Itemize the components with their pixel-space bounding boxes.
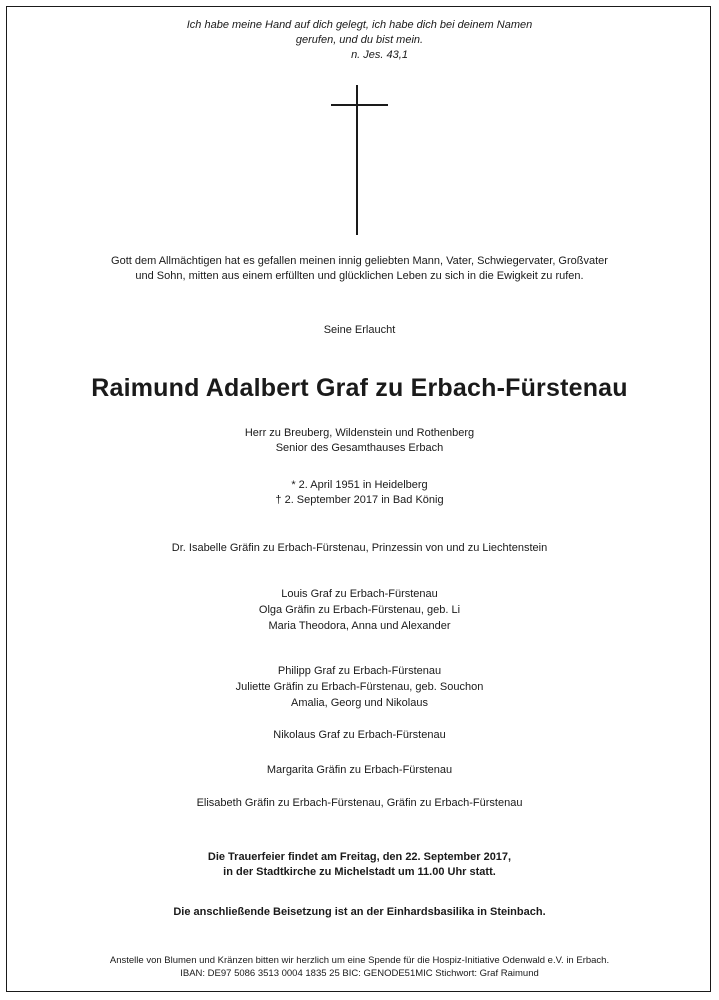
title-line-1: Herr zu Breuberg, Wildenstein und Rothenberg — [244, 427, 475, 439]
donation-note — [0, 954, 719, 980]
intro-text — [0, 254, 719, 284]
deceased-name: Raimund Adalbert Graf zu Erbach-Fürstenau — [91, 374, 628, 402]
noble-titles — [0, 426, 719, 456]
burial-announcement: Die anschließende Beisetzung ist an der Einhardsbasilika in Steinbach. — [173, 906, 546, 918]
family-group-3: Nikolaus Graf zu Erbach-Fürstenau — [273, 729, 446, 741]
family-group-5: Elisabeth Gräfin zu Erbach-Fürstenau, Gräfin zu Erbach-Fürstenau — [196, 797, 523, 809]
family-group-4: Margarita Gräfin zu Erbach-Fürstenau — [266, 764, 453, 776]
cross-vertical-bar — [356, 85, 358, 235]
cross-horizontal-bar — [331, 104, 388, 106]
family-member: Juliette Gräfin zu Erbach-Fürstenau, geb. Souchon — [235, 681, 484, 693]
bible-verse — [0, 18, 719, 63]
family-member: Louis Graf zu Erbach-Fürstenau — [281, 588, 438, 600]
funeral-line-1: Die Trauerfeier findet am Freitag, den 22. September 2017, — [207, 851, 512, 863]
death-date: † 2. September 2017 in Bad König — [275, 494, 444, 506]
family-member: Amalia, Georg und Nikolaus — [291, 697, 428, 709]
verse-line-1: Ich habe meine Hand auf dich gelegt, ich habe dich bei deinem Namen — [186, 19, 533, 31]
honorific: Seine Erlaucht — [323, 324, 396, 336]
title-line-2: Senior des Gesamthauses Erbach — [275, 442, 444, 454]
intro-line-1: Gott dem Allmächtigen hat es gefallen meinen innig geliebten Mann, Vater, Schwiegervater, Großvater — [111, 255, 608, 267]
birth-date: * 2. April 1951 in Heidelberg — [291, 479, 428, 491]
widow-name: Dr. Isabelle Gräfin zu Erbach-Fürstenau, Prinzessin von und zu Liechtenstein — [171, 542, 548, 554]
life-dates — [0, 478, 719, 508]
donation-line-1: Anstelle von Blumen und Kränzen bitten wir herzlich um eine Spende für die Hospiz-Initiative Odenwald e.V. in Erbach. — [109, 955, 610, 966]
funeral-line-2: in der Stadtkirche zu Michelstadt um 11.00 Uhr statt. — [223, 866, 496, 878]
family-member: Philipp Graf zu Erbach-Fürstenau — [277, 665, 442, 677]
family-group-1 — [0, 586, 719, 634]
family-member: Maria Theodora, Anna und Alexander — [268, 620, 451, 632]
bank-details: IBAN: DE97 5086 3513 0004 1835 25 BIC: GENODE51MIC Stichwort: Graf Raimund — [180, 968, 539, 979]
intro-line-2: und Sohn, mitten aus einem erfüllten und glücklichen Leben zu sich in die Ewigkeit zu rufen. — [135, 270, 584, 282]
funeral-announcement — [0, 850, 719, 880]
family-group-2 — [0, 663, 719, 711]
verse-line-2: gerufen, und du bist mein. — [295, 34, 424, 46]
verse-reference: n. Jes. 43,1 — [351, 49, 408, 61]
family-member: Olga Gräfin zu Erbach-Fürstenau, geb. Li — [258, 604, 461, 616]
